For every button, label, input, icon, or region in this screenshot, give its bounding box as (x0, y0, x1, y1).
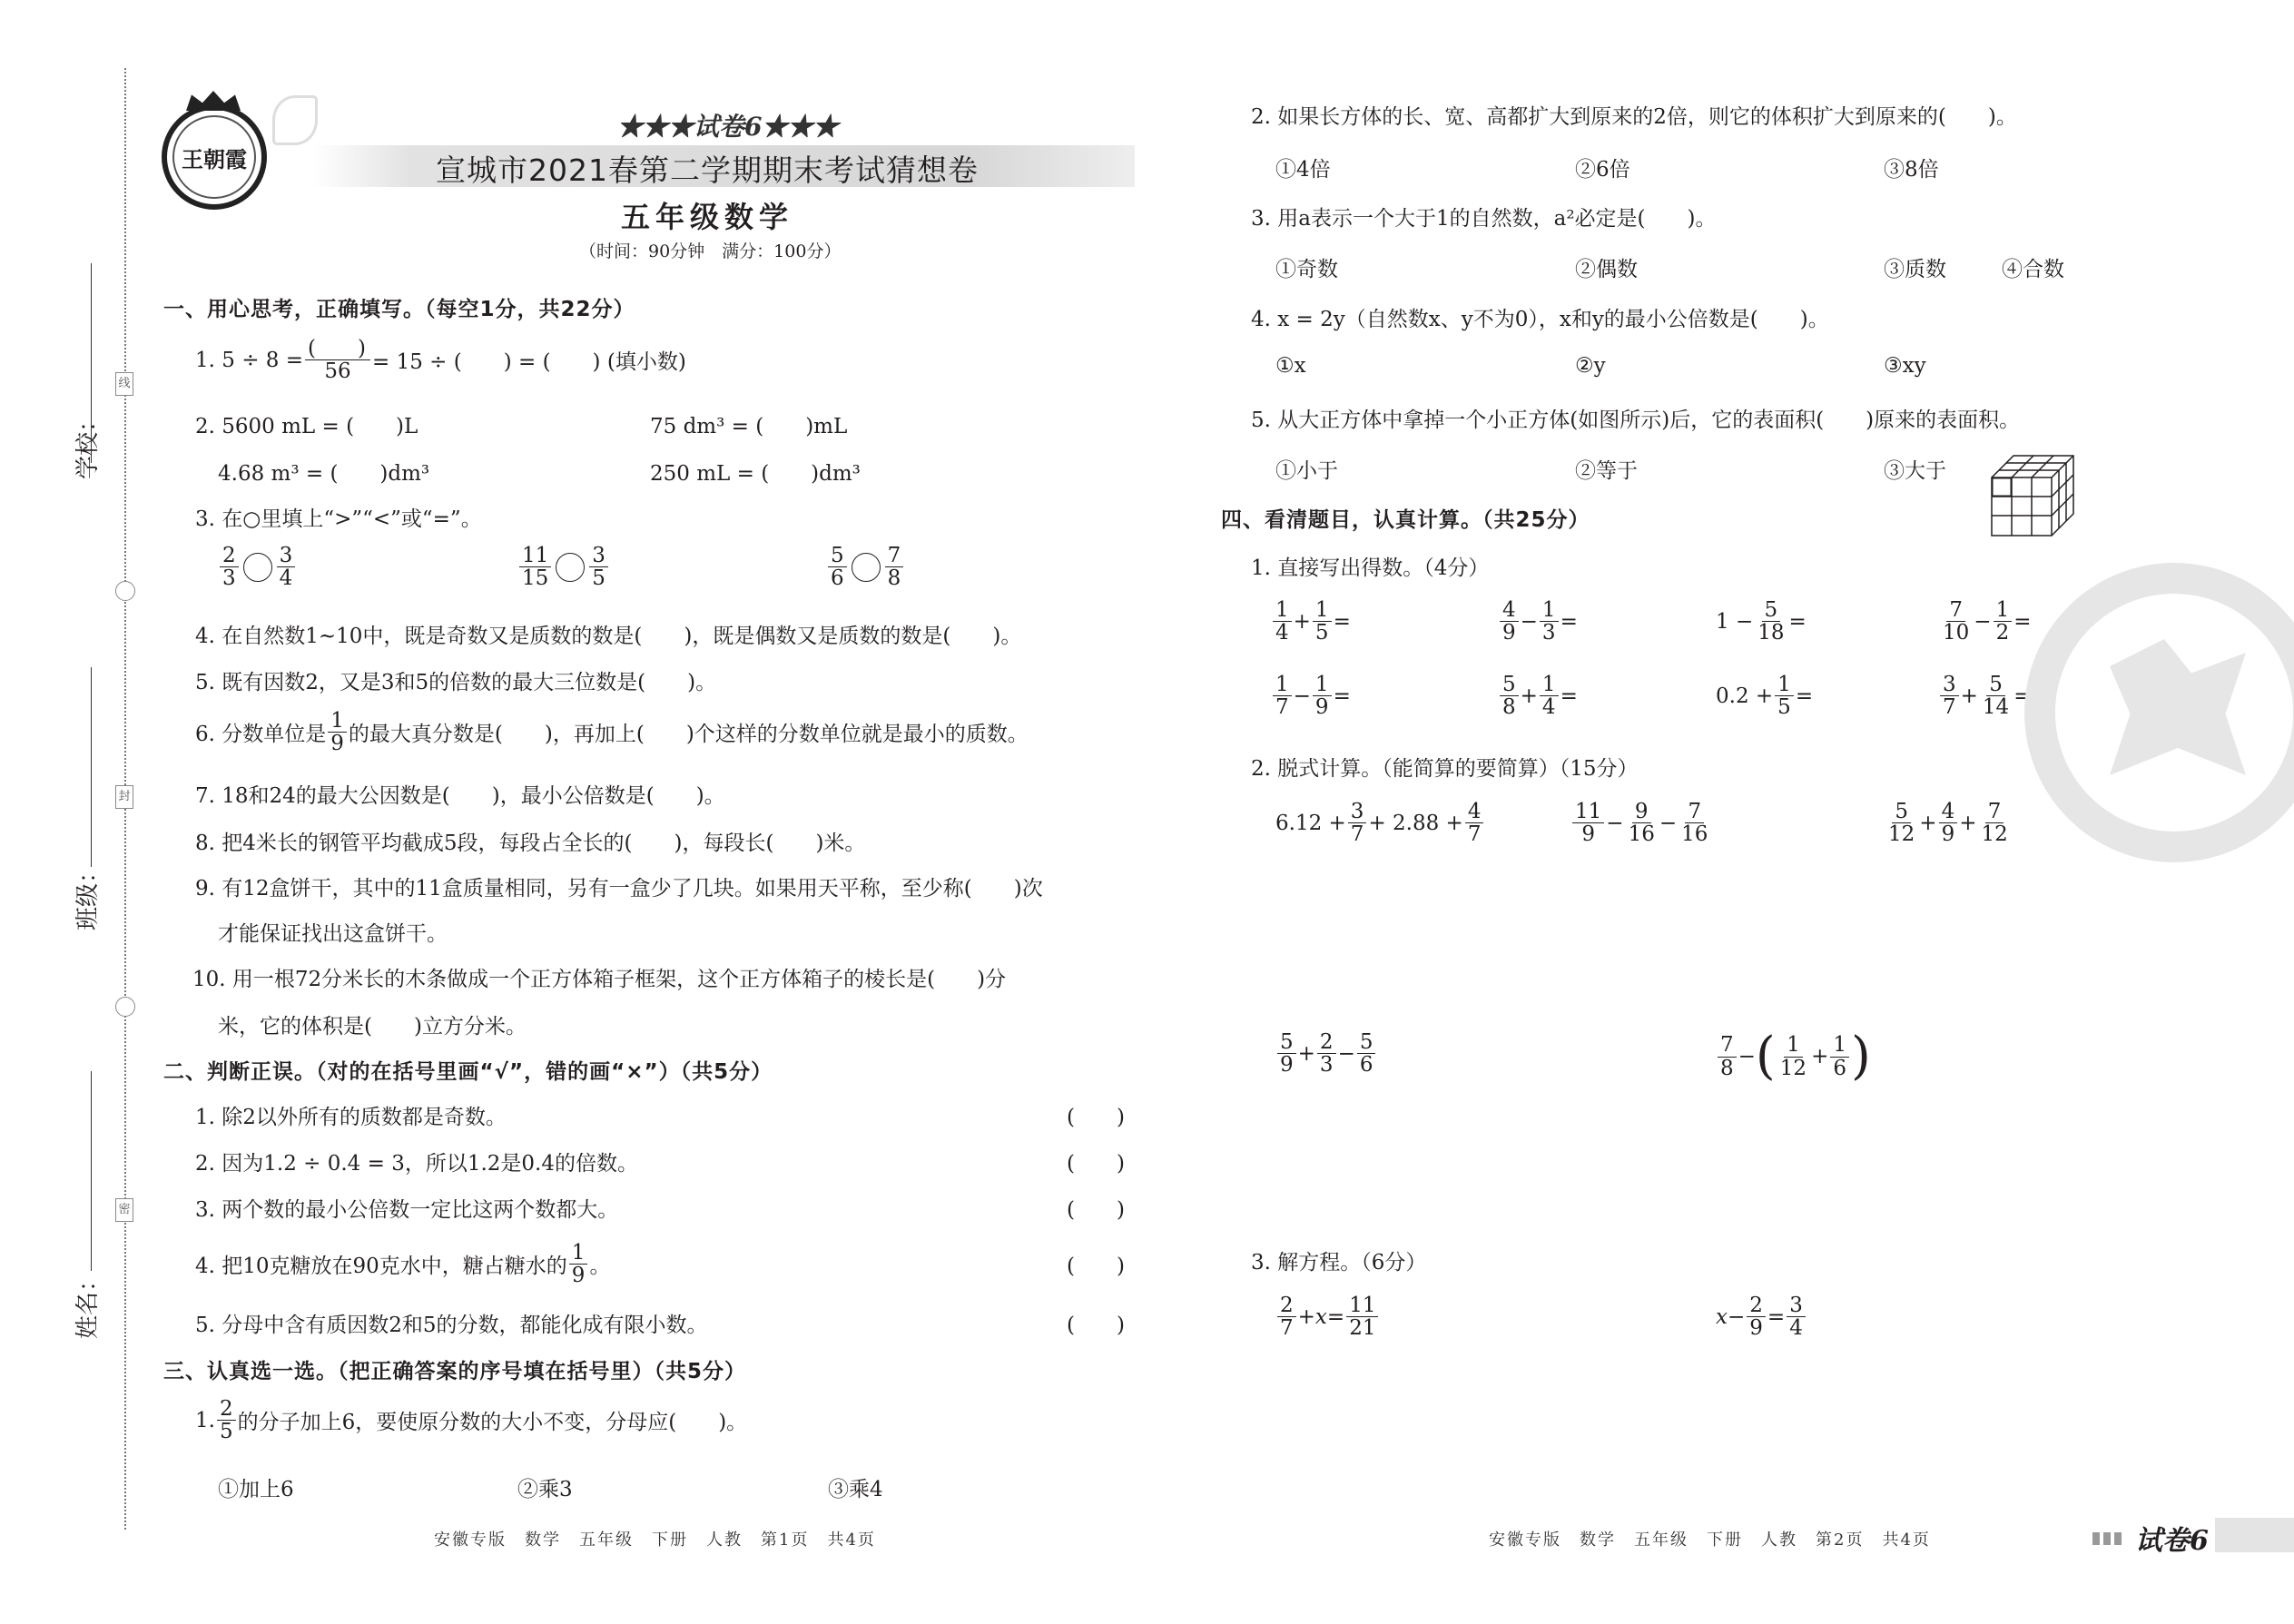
ribbon-decoration (272, 95, 318, 145)
q1-fraction: $\frac{( )}{56}$ (305, 338, 370, 382)
question-8: 8. 把4米长的钢管平均截成5段，每段占全长的( )，每段长( )米。 (195, 832, 866, 855)
class-label: 班级： (74, 859, 102, 930)
question-4: 4. 在自然数1~10中，既是奇数又是质数的数是( )，既是偶数又是质数的数是( )。 (195, 625, 1022, 648)
school-label: 学校： (74, 408, 102, 479)
class-field-line[interactable] (91, 667, 92, 867)
choice-2-option-c[interactable]: ③8倍 (1884, 158, 1939, 182)
calc-1-item-5: $\frac{1}{7}$ − $\frac{1}{9}$ = (1271, 674, 1351, 718)
corner-badge-bar (2215, 1518, 2294, 1552)
choice-3-option-a[interactable]: ①奇数 (1275, 258, 1338, 281)
choice-1: 1. $\frac{2}{5}$ 的分子加上6，要使原分数的大小不变，分母应( )。 (195, 1397, 748, 1444)
judge-3: 3. 两个数的最小公倍数一定比这两个数都大。 (195, 1198, 619, 1222)
compare-circle[interactable] (852, 553, 881, 582)
question-10b: 米，它的体积是( )立方分米。 (218, 1015, 527, 1038)
choice-2-option-b[interactable]: ②6倍 (1575, 158, 1630, 182)
choice-2-option-a[interactable]: ①4倍 (1275, 158, 1331, 182)
choice-3-option-d[interactable]: ④合数 (2002, 258, 2064, 281)
calc-3-title: 3. 解方程。（6分） (1251, 1251, 1427, 1275)
seal-mark-feng: 封 (115, 785, 133, 809)
judge-4: 4. 把10克糖放在90克水中，糖占糖水的 $\frac{1}{9}$ 。 (195, 1241, 611, 1288)
name-label: 姓名： (74, 1267, 102, 1339)
compare-2: $\frac{11}{15}$ $\frac{3}{5}$ (517, 545, 610, 589)
question-2b: 75 dm³ = ( )mL (650, 415, 848, 438)
choice-5: 5. 从大正方体中拿掉一个小正方体(如图所示)后，它的表面积( )原来的表面积。 (1251, 408, 2021, 432)
question-2c: 4.68 m³ = ( )dm³ (218, 462, 430, 486)
question-10a: 10. 用一根72分米长的木条做成一个正方体箱子框架，这个正方体箱子的棱长是( )分 (192, 968, 1007, 991)
compare-circle[interactable] (556, 553, 585, 582)
judge-1: 1. 除2以外所有的质数都是奇数。 (195, 1106, 507, 1129)
choice-4-option-a[interactable]: ①x (1275, 354, 1306, 378)
calc-1-title: 1. 直接写出得数。（4分） (1251, 556, 1490, 580)
ornament-icon (115, 581, 135, 601)
calc-2-item-4: $\frac{5}{9}$ + $\frac{2}{3}$ − $\frac{5}{6}$ (1275, 1031, 1377, 1076)
section-2-title: 二、判断正误。（对的在括号里画“√”，错的画“×”）（共5分） (163, 1060, 773, 1084)
exam-badge: ★★★试卷6★★★ (617, 112, 839, 142)
question-2a: 2. 5600 mL = ( )L (195, 415, 418, 438)
calc-1-item-7: 0.2 + $\frac{1}{5}$ = (1716, 673, 1814, 720)
choice-3: 3. 用a表示一个大于1的自然数，a²必定是( )。 (1251, 207, 1717, 231)
question-7: 7. 18和24的最大公因数是( )，最小公倍数是( )。 (195, 784, 725, 808)
compare-1: $\frac{2}{3}$ $\frac{3}{4}$ (218, 545, 297, 589)
judge-2: 2. 因为1.2 ÷ 0.4 = 3，所以1.2是0.4的倍数。 (195, 1152, 638, 1176)
publisher-logo (162, 104, 267, 210)
choice-5-option-b[interactable]: ②等于 (1575, 459, 1638, 483)
calc-1-item-2: $\frac{4}{9}$ − $\frac{1}{3}$ = (1498, 599, 1578, 644)
corner-badge: 试卷6 (2135, 1525, 2209, 1557)
calc-2-item-3: $\frac{5}{12}$ + $\frac{4}{9}$ + $\frac{7}{12}$ (1888, 800, 2008, 847)
question-5: 5. 既有因数2，又是3和5的倍数的最大三位数是( )。 (195, 671, 717, 694)
seal-mark-xian: 线 (115, 372, 133, 396)
choice-3-option-c[interactable]: ③质数 (1884, 258, 1946, 281)
choice-1-option-b[interactable]: ②乘3 (517, 1478, 573, 1501)
compare-circle[interactable] (243, 553, 272, 582)
choice-4: 4. x = 2y（自然数x、y不为0），x和y的最小公倍数是( )。 (1251, 308, 1829, 331)
name-field-line[interactable] (91, 1071, 92, 1271)
judge-5: 5. 分母中含有质因数2和5的分数，都能化成有限小数。 (195, 1314, 708, 1337)
page-1-footer: 安徽专版 数学 五年级 下册 人教 第1页 共4页 (434, 1530, 876, 1550)
calc-1-item-4: $\frac{7}{10}$ − $\frac{1}{2}$ = (1943, 598, 2032, 645)
calc-1-item-3: 1 − $\frac{5}{18}$ = (1716, 598, 1807, 645)
choice-3-option-b[interactable]: ②偶数 (1575, 258, 1638, 281)
question-3: 3. 在○里填上“>”“<”或“=”。 (195, 507, 482, 531)
choice-1-option-c[interactable]: ③乘4 (828, 1478, 883, 1501)
judge-answer-box-3[interactable]: ( ) (1067, 1198, 1125, 1222)
confidential-seal-watermark (2024, 563, 2294, 862)
cube-figure (1990, 454, 2079, 537)
question-9b: 才能保证找出这盒饼干。 (218, 922, 448, 946)
question-6: 6. 分数单位是 $\frac{1}{9}$ 的最大真分数是( )，再加上( )个这样的分数单位就是最小的质数。 (195, 709, 1029, 756)
question-2d: 250 mL = ( )dm³ (650, 462, 861, 486)
calc-1-item-1: $\frac{1}{4}$ + $\frac{1}{5}$ = (1271, 599, 1351, 644)
judge-answer-box-2[interactable]: ( ) (1067, 1152, 1125, 1176)
badge-squares-icon (2092, 1532, 2125, 1545)
calc-1-item-6: $\frac{5}{8}$ + $\frac{1}{4}$ = (1498, 674, 1578, 718)
equation-2: x − $\frac{2}{9}$ = $\frac{3}{4}$ (1716, 1294, 1807, 1339)
choice-1-option-a[interactable]: ①加上6 (218, 1478, 294, 1501)
choice-4-option-c[interactable]: ③xy (1884, 354, 1926, 378)
question-9a: 9. 有12盒饼干，其中的11盒质量相同，另有一盒少了几块。如果用天平称，至少称( )次 (195, 877, 1043, 901)
logo-text: 王朝霞 (182, 145, 247, 172)
choice-5-option-c[interactable]: ③大于 (1884, 459, 1946, 483)
calc-1-item-8: $\frac{3}{7}$ + $\frac{5}{14}$ = (1938, 674, 2031, 718)
section-3-title: 三、认真选一选。（把正确答案的序号填在括号里）（共5分） (163, 1360, 747, 1383)
judge-answer-box-1[interactable]: ( ) (1067, 1106, 1125, 1129)
choice-5-option-a[interactable]: ①小于 (1275, 459, 1338, 483)
calc-2-item-2: $\frac{11}{9}$ − $\frac{9}{16}$ − $\frac{7}{16}$ (1570, 801, 1712, 845)
choice-4-option-b[interactable]: ②y (1575, 354, 1606, 378)
judge-answer-box-5[interactable]: ( ) (1067, 1314, 1125, 1337)
section-1-title: 一、用心思考，正确填写。（每空1分，共22分） (163, 298, 635, 321)
section-4-title: 四、看清题目，认真计算。（共25分） (1221, 508, 1590, 532)
calc-2-title: 2. 脱式计算。（能简算的要简算）（15分） (1251, 757, 1639, 781)
equation-1: $\frac{2}{7}$ + x = $\frac{11}{21}$ (1275, 1294, 1380, 1339)
question-1 (195, 338, 686, 382)
exam-subject: 五年级数学 (621, 200, 794, 234)
q1-suffix: = 15 ÷ ( ) = ( ) (填小数) (372, 350, 686, 375)
q1-prefix: 1. 5 ÷ 8 = (195, 348, 303, 372)
calc-2-item-5: $\frac{7}{8}$ − ( $\frac{1}{12}$ + $\frac{1}{6}$ ) (1716, 1031, 1871, 1082)
page-2-footer: 安徽专版 数学 五年级 下册 人教 第2页 共4页 (1489, 1530, 1931, 1550)
calc-2-item-1: 6.12 + $\frac{3}{7}$ + 2.88 + $\frac{4}{7}$ (1275, 801, 1485, 845)
choice-2: 2. 如果长方体的长、宽、高都扩大到原来的2倍，则它的体积扩大到原来的( )。 (1251, 105, 2017, 129)
compare-3: $\frac{5}{6}$ $\frac{7}{8}$ (826, 545, 905, 589)
seal-mark-mi: 密 (115, 1198, 133, 1222)
exam-title: 宣城市2021春第二学期期末考试猜想卷 (436, 153, 979, 188)
exam-meta: （时间：90分钟 满分：100分） (579, 241, 842, 261)
crown-icon (186, 91, 241, 111)
judge-answer-box-4[interactable]: ( ) (1067, 1255, 1125, 1278)
ornament-icon (115, 997, 135, 1017)
